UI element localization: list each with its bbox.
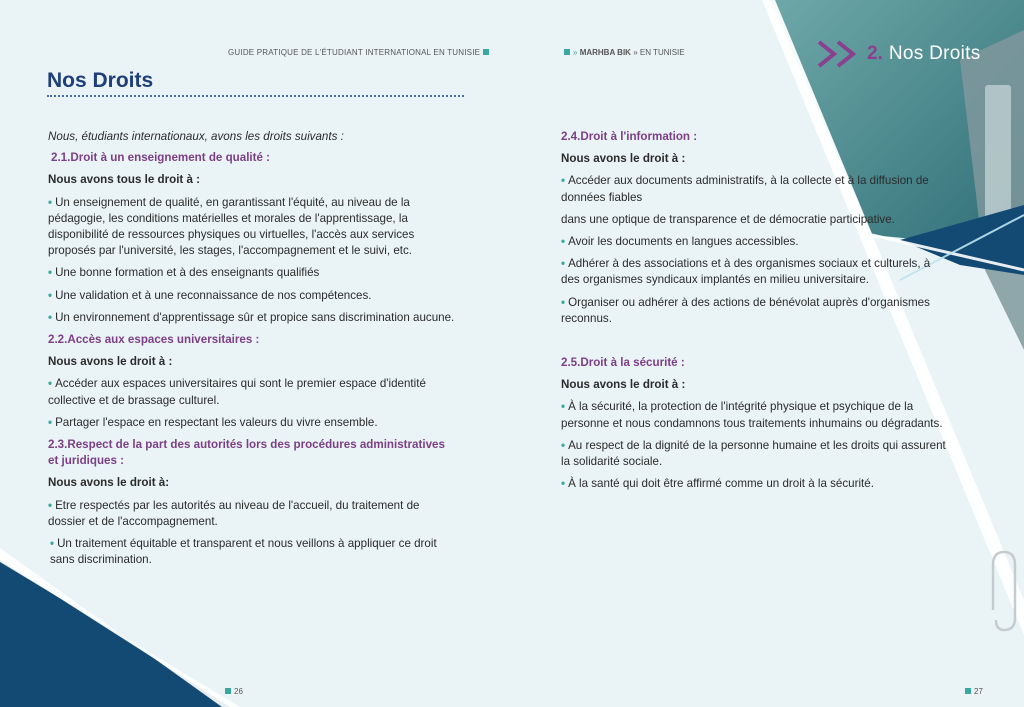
bullet-dot-icon: • — [48, 498, 53, 512]
bullet-dot-icon: • — [561, 257, 566, 271]
bullet-dot-icon: • — [561, 295, 566, 309]
running-header-left: GUIDE PRATIQUE DE L'ÉTUDIANT INTERNATIONAL EN TUNISIE — [228, 48, 492, 57]
left-column — [48, 129, 458, 574]
list-item: • Une validation et à une reconnaissance de nos compétences. — [48, 288, 372, 302]
running-header-right: » MARHBA BIK » EN TUNISIE — [561, 48, 685, 57]
chapter-marker — [816, 36, 981, 72]
page-number-right: 27 — [962, 687, 983, 696]
list-item: • Un traitement équitable et transparent et nous veillons à appliquer ce droit sans discrimination. — [50, 537, 437, 567]
teal-square-icon — [965, 688, 971, 694]
teal-square-icon — [483, 49, 489, 55]
bullet-dot-icon: • — [561, 174, 566, 188]
list-item: • Avoir les documents en langues accessibles. — [561, 235, 799, 249]
list-item: • Partager l'espace en respectant les valeurs du vivre ensemble. — [48, 415, 378, 429]
title-dotted-rule — [47, 95, 464, 97]
bullet-dot-icon: • — [561, 400, 566, 414]
section-heading: 2.1.Droit à un enseignement de qualité : — [51, 151, 271, 165]
list-item: • Adhérer à des associations et à des organismes sociaux et culturels, à des organismes syndicaux implantés en milieu universitaire. — [561, 257, 931, 287]
bullet-dot-icon: • — [48, 195, 53, 209]
list-item: • Un enseignement de qualité, en garantissant l'équité, au niveau de la pédagogie, les conditions matérielles et morales de l'apprentissage, la disponibilité de ressources physiques ou virtuelles, l'accès aux services proposés par l'université, les stages, l'accompagnement et le suivi, etc. — [48, 195, 415, 258]
list-item: • Accéder aux espaces universitaires qui sont le premier espace d'identité collective et de brassage culturel. — [48, 377, 426, 407]
list-item: • À la sécurité, la protection de l'intégrité physique et psychique de la personne et nous condamnons tous traitements inhumains ou dégradants. — [561, 400, 943, 430]
bullet-dot-icon: • — [48, 266, 53, 280]
bullet-dot-icon: • — [561, 235, 566, 249]
list-item: • Organiser ou adhérer à des actions de bénévolat auprès d'organismes reconnus. — [561, 295, 930, 325]
page-title: Nos Droits — [47, 69, 154, 92]
section-heading: 2.3.Respect de la part des autorités lors des procédures administratives et juridiques : — [48, 438, 445, 468]
continuation-text: dans une optique de transparence et de démocratie participative. — [561, 212, 895, 226]
intro-text: Nous, étudiants internationaux, avons les droits suivants : — [48, 130, 344, 143]
list-item: • Une bonne formation et à des enseignants qualifiés — [48, 266, 320, 280]
bullet-dot-icon: • — [48, 377, 53, 391]
list-item: • Accéder aux documents administratifs, à la collecte et à la diffusion de données fiables — [561, 174, 929, 204]
section-heading: 2.5.Droit à la sécurité : — [561, 356, 685, 370]
section-lead: Nous avons le droit à: — [48, 476, 170, 490]
section-lead: Nous avons tous le droit à : — [48, 173, 201, 187]
section-heading: 2.4.Droit à l'information : — [561, 130, 698, 143]
right-column — [561, 129, 951, 498]
page-number-left: 26 — [222, 687, 243, 696]
chapter-label: Nos Droits — [888, 43, 981, 64]
section-lead: Nous avons le droit à : — [48, 355, 173, 369]
teal-square-icon — [564, 49, 570, 55]
list-item: • Un environnement d'apprentissage sûr et propice sans discrimination aucune. — [48, 310, 455, 324]
bullet-dot-icon: • — [48, 415, 53, 429]
bullet-dot-icon: • — [50, 537, 55, 551]
list-item: • Etre respectés par les autorités au niveau de l'accueil, du traitement de dossier et de l'accompagnement. — [48, 498, 420, 528]
section-heading: 2.2.Accès aux espaces universitaires : — [48, 333, 260, 347]
bullet-dot-icon: • — [561, 438, 566, 452]
list-item: • Au respect de la dignité de la personne humaine et les droits qui assurent la solidarité sociale. — [561, 438, 946, 469]
teal-square-icon — [225, 688, 231, 694]
bullet-dot-icon: • — [48, 310, 53, 324]
bullet-dot-icon: • — [48, 288, 53, 302]
section-lead: Nous avons le droit à : — [561, 152, 686, 166]
bullet-dot-icon: • — [561, 477, 566, 491]
chapter-number: 2. — [867, 43, 883, 64]
double-chevron-icon — [816, 39, 864, 69]
section-lead: Nous avons le droit à : — [561, 378, 686, 392]
list-item: • À la santé qui doit être affirmé comme un droit à la sécurité. — [561, 477, 874, 491]
